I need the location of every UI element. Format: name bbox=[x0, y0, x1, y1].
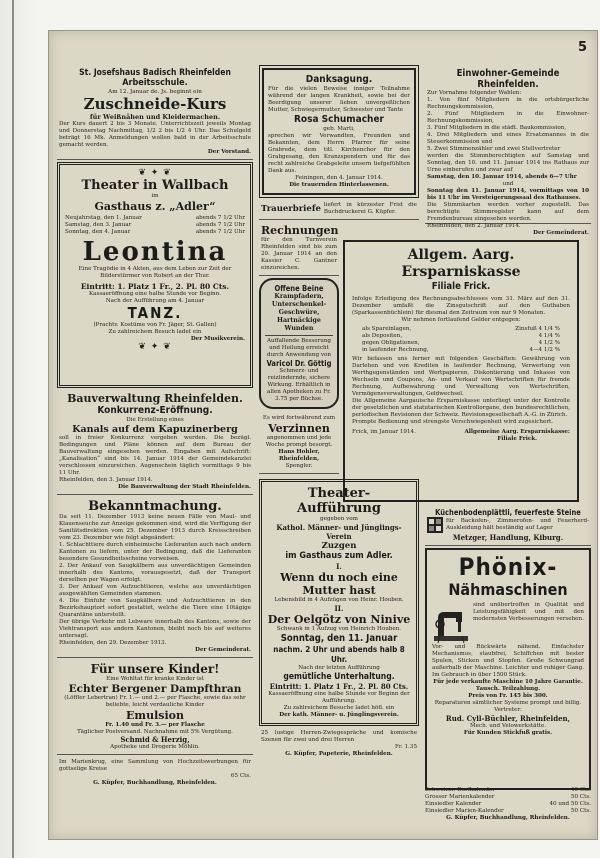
wallbach-time: abends 7 1/2 Uhr bbox=[195, 215, 245, 221]
zuzgen-play2-desc: Schwank in 1 Aufzug von Heinrich Houben. bbox=[276, 626, 402, 632]
zuzgen-party: gemütliche Unterhaltung. bbox=[283, 672, 395, 682]
bau-title: Bauverwaltung Rheinfelden. bbox=[67, 392, 243, 405]
zuzgen-place: Zuzgen bbox=[321, 541, 357, 551]
zuzgen-times: nachm. 2 Uhr und abends halb 8 Uhr. bbox=[273, 645, 405, 664]
wallbach-time: abends 7 1/2 Uhr bbox=[195, 229, 245, 235]
column-left bbox=[57, 66, 253, 827]
herren-text: 25 lustige Herren-Zwiegespräche und komische Szenen für zwei und drei Herren bbox=[261, 730, 417, 743]
kasse-signature2: Filiale Frick. bbox=[497, 436, 538, 442]
column-right-lower bbox=[425, 506, 591, 792]
tile-pattern-icon bbox=[427, 517, 443, 533]
phoenix-warranty: Für jede verkaufte Maschine 10 Jahre Garantie. bbox=[433, 679, 583, 685]
wallbach-date: Neujahrstag, den 1. Januar bbox=[65, 215, 142, 221]
kuechen-row bbox=[427, 517, 589, 533]
marienkrug-text: Im Marienkrug, eine Sammlung von Hochzeitswerbungen für gottselige Kreise bbox=[59, 759, 251, 772]
zuzgen-signature: Der kath. Männer- u. Jünglingsverein. bbox=[279, 712, 399, 718]
einwohner-item: 2. Fünf Mitgliedern in die Einwohner-Rechnungskommission, bbox=[427, 111, 589, 124]
zuzgen-num2: II. bbox=[334, 604, 344, 613]
danksagung-ad bbox=[262, 68, 416, 195]
theater-zuzgen-ad bbox=[259, 479, 419, 726]
wallbach-time: abends 7 1/2 Uhr bbox=[195, 222, 245, 228]
zuzgen-after: Nach der letzten Aufführung bbox=[298, 665, 380, 671]
kasse-rate-label: gegen Obligationen, bbox=[362, 340, 420, 346]
bek-title: Bekanntmachung. bbox=[88, 499, 222, 514]
zuzgen-title: Theater-Aufführung bbox=[297, 486, 381, 516]
bauverwaltung-ad bbox=[57, 390, 253, 495]
wallbach-venue: Gasthaus z. „Adler“ bbox=[94, 200, 216, 213]
einwohner-ad bbox=[425, 66, 591, 236]
einwohner-sunday: Sonntag den 11. Januar 1914, vormittags von 10 bis 11 Uhr im Versteigerungssaal des Rathauses. bbox=[427, 188, 589, 201]
wallbach-date-row bbox=[65, 229, 245, 236]
bek-date: Rheinfelden, den 29. Dezember 1913. bbox=[59, 640, 167, 646]
zuzgen-play2: Der Oelgötz von Ninive bbox=[267, 613, 411, 626]
kuechen-text: für Backofen-, Zimmerofen- und Feuerherd-Auskleidung hält beständig auf Lager bbox=[446, 518, 589, 531]
herren-price: Fr. 1.35 bbox=[395, 744, 417, 750]
zuzgen-given: gegeben vom bbox=[320, 516, 358, 522]
varicol-title: Offene Beine bbox=[274, 284, 324, 293]
dank-born: geb. Marti, bbox=[323, 126, 355, 132]
bek-signature: Der Gemeinderat. bbox=[195, 647, 251, 653]
zuzgen-play1-desc: Lebensbild in 4 Aufzügen von Heinr. Houben. bbox=[274, 597, 404, 603]
josefshaus-ad bbox=[57, 66, 253, 160]
newspaper-page bbox=[48, 30, 598, 840]
zuzgen-num1: I. bbox=[336, 562, 342, 571]
calendar-title: Schweizer. Dorfkalender bbox=[425, 787, 495, 793]
kuechen-ad bbox=[425, 506, 591, 546]
bek-item: 2. Der Ankauf von Saugkälbern aus unverdächtigen Gemeinden innerhalb des Kantons, vorausgesetzt, daß der Transport derselben per Wagen erfolgt. bbox=[59, 563, 251, 583]
bek-item: 4. Die Einfuhr von Saugkälbern und Aufzuchttieren in den Bezirkshauptort sofort gestattet, welche die Tiere eine 10tägige Quarantäne unterstellt. bbox=[59, 598, 251, 618]
phoenix-ad bbox=[425, 548, 591, 790]
josefshaus-subtitle: Arbeitsschule. bbox=[122, 78, 188, 88]
phoenix-title: Phönix- bbox=[458, 553, 558, 581]
page-number: 5 bbox=[577, 40, 587, 55]
calendar-price: 40 Cts. bbox=[570, 787, 591, 793]
kasse-rate-value: 4—4 1/2 % bbox=[529, 347, 560, 353]
bek-item: 1. Schlachttiere durch einheimische Lieferanten auch nach andern Kantonen zu liefern, unter der Bedingung, daß die Lieferanten besondere Gesundheitsscheine vorweisen. bbox=[59, 542, 251, 562]
josefshaus-for: für Weißnähen und Kleidermachen. bbox=[89, 113, 221, 121]
calendar-title: Einsiedler Kalender bbox=[425, 801, 482, 807]
einwohner-date: Rheinfelden, den 2. Januar 1914. bbox=[427, 223, 521, 229]
einwohner-signature: Der Gemeinderat. bbox=[533, 230, 589, 236]
bau-text: Die Erstellung eines bbox=[126, 417, 184, 423]
kasse-services: Wir befassen uns ferner mit folgenden Geschäften: Gewährung von Darlehen und von Krediten in laufender Rechnung, Verwertung von Werthgegenständen und Wertpapieren, Diskontierung und Inkasso von Wechseln und Coupons, An- und Verkauf von Wertschriften für fremde Rechnung, Aufbewahrung und Verwaltung von Wertschriften, Vermögensverwaltungen, Geldwechsel. bbox=[352, 356, 570, 397]
varicol-item: Hartnäckige Wunden bbox=[277, 317, 321, 332]
calendar-publisher: G. Küpfer, Buchhandlung, Rheinfelden. bbox=[446, 815, 570, 821]
varicol-brand: Varicol Dr. Göttig bbox=[266, 359, 332, 368]
bek-intro: Da seit 11. Dezember 1913 keine neuen Fälle von Maul- und Klauenseuche zur Anzeige gekommen sind, wird die Verfügung der Sanitätsdirektion vom 25. Dezember 1913 durch Kreisschreiben vom 23. Dezember wie folgt abgeändert: bbox=[59, 514, 251, 541]
einwohner-item: 4. Drei Mitgliedern und eines Ersatzmannes in die Steuerkommission und bbox=[427, 132, 589, 145]
kuechen-title: Küchenbodenplättli, feuerfeste Steine bbox=[435, 508, 581, 517]
wallbach-desc: Eine Tragödie in 4 Akten, aus dem Leben zur Zeit der Bilderstürmer von Robert an der Thur. bbox=[78, 266, 232, 279]
rechnungen-ad bbox=[259, 222, 339, 276]
josefshaus-heading: Zuschneide-Kurs bbox=[83, 95, 227, 113]
dank-signature: Die trauernden Hinterlassenen. bbox=[289, 182, 389, 188]
einwohner-item: 5. Zwei Stimmenzähler und zwei Stellvertreter bbox=[427, 146, 561, 152]
kasse-rate-label: als Depositen, bbox=[362, 333, 403, 339]
bau-signature: Die Bauverwaltung der Stadt Rheinfelden. bbox=[118, 484, 251, 490]
zuzgen-club: Kathol. Männer- und Jünglings-Verein bbox=[276, 523, 402, 541]
bek-item: 3. Der Ankauf von Aufzuchttieren, welche aus unverdächtigen ausgewählten Gemeinden stammen. bbox=[59, 584, 251, 597]
verzinnen-title: Verzinnen bbox=[268, 422, 330, 435]
rechnungen-text: für den Turnverein Rheinfelden sind bis zum 20. Januar 1914 an den Kassier C. Gantner einzureichen. bbox=[261, 237, 337, 271]
dank-title: Danksagung. bbox=[305, 74, 373, 85]
bau-subtitle: Konkurrenz-Eröffnung. bbox=[97, 405, 213, 416]
wallbach-admission: Eintritt: 1. Platz 1 Fr., 2. Pl. 80 Cts. bbox=[80, 282, 230, 291]
kinder-fresh: Täglicher Postversand. Nachnahme mit 5% Vergütung. bbox=[77, 729, 233, 735]
wallbach-play: Leontina bbox=[82, 237, 228, 267]
calendar-row bbox=[425, 787, 591, 794]
varicol-rule bbox=[265, 335, 333, 336]
varicol-text2: Schmerz- und reizlindernde, sichere Wirkung. Erhältlich in allen Apotheken zu Fr. 3.75 per Büchse. bbox=[267, 368, 331, 402]
phoenix-installments: Tausch. Teilzahlung. bbox=[475, 686, 541, 692]
wallbach-signature: Der Musikverein. bbox=[190, 336, 245, 342]
phoenix-name2: Mech. und Velowerkstätte. bbox=[469, 723, 547, 729]
dank-body2: sprechen wir Verwandten, Freunden und Bekannten, dem Herrn Pfarrer für seine Grabrede, dem titl. Kirchenchor für den Grabgesang, den Kranzspendern und für das recht zahlreiche Grabgeleite unsern tiefgefühlten Dank aus. bbox=[268, 133, 410, 174]
verzinnen-ad bbox=[259, 413, 339, 474]
calendar-ad bbox=[425, 787, 591, 822]
wallbach-title: Theater in Wallbach bbox=[81, 178, 229, 193]
herren-ad bbox=[259, 728, 419, 761]
einwohner-note: Die Stimmkarten werden vorher zugestellt. Das berechtigte Stimmregister kann auf dem Fremdenbureau eingesehen werden. bbox=[427, 202, 589, 222]
kasse-guarantee: Die Allgemeine Aargauische Ersparniskasse unterliegt unter der Kontrolle der gesetzlichen und statutarischen Kontrollorgane, den bundesrechtlichen, periodischen Revisionen der Schweiz. Revisionsgesellschaft A.-G. in Zürich. bbox=[352, 398, 570, 418]
wallbach-date-row bbox=[65, 215, 245, 222]
kasse-rates-intro: Wir nehmen fortlaufend Gelder entgegen: bbox=[401, 317, 521, 323]
kinder-product: Echter Bergener Dampfthran bbox=[68, 683, 242, 695]
kasse-title: Allgem. Aarg. Ersparniskasse bbox=[401, 247, 521, 280]
marienkrug-ad bbox=[57, 757, 253, 790]
middle-split-left bbox=[259, 222, 339, 476]
kasse-rate-value: 4 1/4 % bbox=[538, 333, 560, 339]
calendar-price: 50 Cts. bbox=[570, 794, 591, 800]
rechnungen-title: Rechnungen bbox=[261, 224, 339, 237]
varicol-item: Unterschenkel-Geschwüre, bbox=[271, 301, 327, 316]
josefshaus-date: Am 12. Januar de. Js. beginnt ein bbox=[108, 89, 202, 95]
zuzgen-doors: Kassaeröffnung eine halbe Stunde vor Beginn der Aufführung. bbox=[268, 691, 410, 704]
theater-wallbach-ad bbox=[57, 162, 253, 388]
wallbach-invite: Zu zahlreichem Besuch ladet ein bbox=[108, 329, 202, 335]
ornament-top: ❦ ✦ ❦ bbox=[138, 168, 172, 178]
phoenix-body bbox=[432, 602, 584, 644]
marienkrug-publisher: G. Küpfer, Buchhandlung, Rheinfelden. bbox=[93, 780, 217, 786]
kinder-intro: Eine Wohltat für kranke Kinder ist bbox=[106, 676, 204, 682]
calendar-price: 50 Cts. bbox=[570, 808, 591, 814]
einwohner-title: Einwohner-Gemeinde Rheinfelden. bbox=[456, 68, 560, 90]
einwohner-body: werden die Stimmberechtigten auf Samstag und Sonntag, den 10. und 11. Januar 1914 ins Rathaus zur Urne einberufen und zwar auf bbox=[427, 153, 589, 173]
zuzgen-play1: Wenn du noch eine Mutter hast bbox=[280, 571, 398, 597]
kinder-ad bbox=[57, 660, 253, 755]
bau-date: Rheinfelden, den 3. Januar 1914. bbox=[59, 477, 153, 483]
verzinnen-by: Hans Hohler, Rheinfelden, bbox=[278, 449, 320, 462]
kasse-signature1: Allgemeine Aarg. Ersparniskasse: bbox=[464, 429, 570, 435]
kinder-seller: Schmid & Herzig, bbox=[120, 735, 190, 744]
kasse-closing: Prompte Bedienung und strengste Verschwiegenheit wird zugesichert. bbox=[352, 419, 554, 425]
trauer-label: Trauerbriefe bbox=[261, 204, 321, 214]
einwohner-item: 3. Fünf Mitgliedern in die städt. Baukommission, bbox=[427, 125, 567, 131]
kasse-rate-value: 4 1/2 % bbox=[538, 340, 560, 346]
josefshaus-body: Der Kurs dauert 2 bis 3 Monate. Unterrichtszeit jeweils Montag und Donnerstag Nachmittag, 1/2 2 bis 1/2 4 Uhr. Das Schulgeld beträgt 16 Mk. Anmeldungen wollen bald in der Arbeitsschule gemacht werden. bbox=[59, 121, 251, 148]
phoenix-recommend: Für Kunden Stickfuß gratis. bbox=[463, 730, 553, 736]
calendar-row bbox=[425, 801, 591, 808]
bau-heading: Kanals auf dem Kapuzinerberg bbox=[72, 424, 238, 435]
zuzgen-admission: Eintritt: 1. Platz 1 Fr., 2. Pl. 80 Cts. bbox=[269, 682, 409, 691]
varicol-ad bbox=[259, 278, 339, 409]
calendar-row bbox=[425, 808, 591, 815]
phoenix-repair: Reparaturen sämtlicher Systeme prompt und billig. bbox=[434, 700, 582, 706]
kasse-rate-label: in laufender Rechnung, bbox=[362, 347, 429, 353]
wallbach-doors: Kassaeröffnung eine halbe Stunde vor Beginn. bbox=[89, 291, 221, 297]
wallbach-in: im bbox=[151, 193, 159, 199]
kinder-desc: (Löffler Lebertran) Fr. 1.— und 2.— per Flasche, sowie das sehr beliebte, leicht verdauliche Kinder bbox=[64, 695, 246, 708]
kinder-emulsion: Emulsion bbox=[126, 709, 184, 722]
phoenix-text: sind unübertroffen in Qualität und Leistungsfähigkeit und mit den modernsten Verbesserungen versehen. bbox=[473, 602, 584, 622]
herren-publisher: G. Küpfer, Papeterie, Rheinfelden. bbox=[285, 751, 393, 757]
calendar-title: Einsiedler Marien-Kalender bbox=[425, 808, 504, 814]
kasse-rate-value: Zinsfuß 4 1/4 % bbox=[515, 326, 560, 332]
wallbach-date: Sonntag, den 4. Januar bbox=[65, 229, 131, 235]
einwohner-intro: Zur Vornahme folgender Wahlen: bbox=[427, 90, 522, 96]
wallbach-date-row bbox=[65, 222, 245, 229]
phoenix-price: Preis von Fr. 145 bis 300. bbox=[468, 693, 548, 699]
zuzgen-date: Sonntag, den 11. Januar bbox=[280, 633, 398, 644]
kasse-date: Frick, im Januar 1914. bbox=[352, 429, 416, 435]
trauer-text: liefert in kürzester Frist die Buchdruckerei G. Küpfer. bbox=[323, 202, 417, 215]
kuechen-seller: Metzger, Handlung, Kiburg. bbox=[452, 533, 564, 542]
phoenix-features: Vor- und Rückwärts nähend. Einfachster Mechanismus, staubfrei, Schiffchen mit bester Spulen, Sticken und Stopfen. Große Schwungrad außerhalb der Maschine. Leichter und ruhiger Gang. Im Gebrauch in über 1500 Stück. bbox=[432, 644, 584, 678]
wallbach-dates bbox=[65, 215, 245, 236]
josefshaus-title: St. Josefshaus Badisch Rheinfelden bbox=[79, 68, 231, 78]
book-spine bbox=[12, 0, 14, 858]
wallbach-tanz: TANZ. bbox=[127, 304, 183, 322]
kasse-rate-label: als Spareinlagen, bbox=[362, 326, 412, 332]
ornament-bottom: ❦ ✦ ❦ bbox=[138, 342, 172, 352]
josefshaus-signature: Der Vorstand. bbox=[207, 149, 251, 155]
wallbach-date: Samstag, den 3. Januar bbox=[65, 222, 132, 228]
varicol-text: Auffallende Besserung und Heilung erreicht durch Anwendung von bbox=[266, 338, 332, 358]
kinder-prices: Fr. 1.40 und Fr. 3.— per Flasche bbox=[105, 722, 205, 728]
wallbach-after: Nach der Aufführung am 4. Januar bbox=[105, 298, 205, 304]
bek-body2: Der übrige Verkehr mit Lebware innerhalb des Kantons, sowie der Viehtransport aus andern Kantonen, bleibt noch bis auf weiteres untersagt. bbox=[59, 619, 251, 639]
calendar-row bbox=[425, 794, 591, 801]
einwohner-and: und bbox=[502, 181, 514, 187]
sewing-machine-icon bbox=[432, 602, 470, 644]
marienkrug-price: 65 Cts. bbox=[230, 773, 251, 779]
einwohner-item: 1. Von fünf Mitgliedern in die ortsbürgerliche Rechnungskommission, bbox=[427, 97, 589, 110]
wallbach-costumes: (Prachtv. Kostüme von Fr. Jäger, St. Gallen) bbox=[93, 322, 217, 328]
kinder-title: Für unsere Kinder! bbox=[90, 662, 220, 676]
phoenix-title2: Nähmaschinen bbox=[448, 580, 568, 599]
verzinnen-by2: Spengler. bbox=[285, 463, 313, 469]
verzinnen-notice: Es wird fortwährend zum bbox=[262, 415, 336, 421]
dank-name: Rosa Schumacher bbox=[293, 114, 384, 125]
phoenix-name: Rud. Cyll-Büchler, Rheinfelden, bbox=[445, 714, 571, 723]
bau-body: soll in freier Konkurrenz vergeben werden. Die bezügl. Bedingungen und Pläne können auf dem Bureau der Bauverwaltung eingesehen werden. Eingaben mit Aufschrift: „Kanalisation“ sind bis 14. Januar 1914 der Gemeindekanzlei verschlossen einzureichen. Augenschein täglich vormittags 9 bis 11 Uhr. bbox=[59, 435, 251, 476]
einwohner-saturday: Samstag, den 10. Januar 1914, abends 6—7 Uhr bbox=[427, 174, 577, 180]
zuzgen-invite: Zu zahlreichem Besuche ladet höfl. ein bbox=[283, 705, 395, 711]
zuzgen-venue: im Gasthaus zum Adler. bbox=[285, 551, 393, 561]
bekanntmachung-ad bbox=[57, 497, 253, 658]
calendar-price: 40 und 50 Cts. bbox=[549, 801, 591, 807]
trauerbriefe-ad bbox=[259, 200, 419, 220]
dank-body: Für die vielen Beweise inniger Teilnahme während der langen Krankheit, sowie bei der Beerdigung unserer lieben unvergeßlichen Mutter, Schwiegermutter, Schwester und Tante bbox=[268, 86, 410, 113]
dank-date: Feiningen, den 4. Januar 1914. bbox=[295, 175, 383, 181]
kasse-subtitle: Filiale Frick. bbox=[431, 281, 491, 292]
varicol-item: Krampfadern, bbox=[274, 293, 324, 300]
calendar-title: Grosser Marienkalender bbox=[425, 794, 495, 800]
phoenix-agent: Vertreter: bbox=[494, 707, 522, 713]
verzinnen-text: angenommen und jede Woche prompt besorgt. bbox=[265, 435, 333, 448]
kasse-intro: Infolge Erledigung des Rechnungsabschlusses vom 31. März auf den 31. Dezember umfaßt die Zinsgutschrift auf den Guthaben (Sparkassenbüchlein) für diesmal den Zeitraum von nur 9 Monaten. bbox=[352, 296, 570, 316]
kinder-seller2: Apotheke und Drogerie Möhlin. bbox=[110, 744, 200, 750]
